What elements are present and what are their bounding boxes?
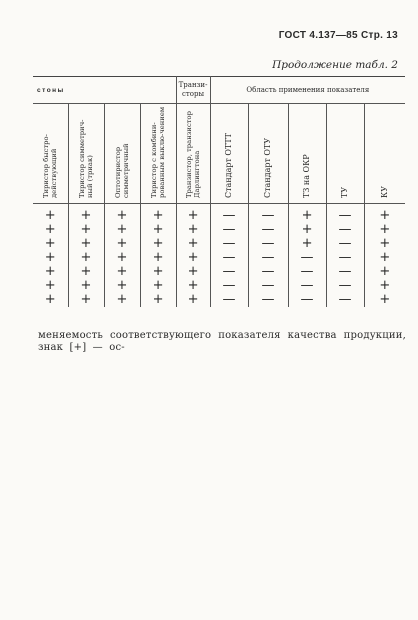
table-cell: + [176, 293, 210, 307]
table-cell: + [288, 204, 326, 224]
table-cell: + [68, 293, 104, 307]
table-cell: — [248, 251, 288, 265]
table-cell: + [176, 279, 210, 293]
table-cell: + [364, 279, 405, 293]
group-header-transistors: Транзи-сторы [176, 77, 210, 104]
table-cell: + [68, 204, 104, 224]
table-cell: + [44, 250, 56, 265]
quality-indicators-table [33, 76, 405, 320]
table-cell: + [104, 237, 140, 251]
table-cell: + [68, 265, 104, 279]
table-cell: — [326, 223, 364, 237]
table-cell: — [210, 251, 248, 265]
table-cell: — [248, 237, 288, 251]
column-header: Стандарт ОТТТ [210, 104, 248, 204]
table-cell: — [288, 279, 326, 293]
table-cell: + [364, 265, 405, 279]
table-cell: — [210, 293, 248, 307]
table-cell: + [140, 237, 176, 251]
table-cell: + [44, 208, 56, 223]
column-header: Стандарт ОТУ [248, 104, 288, 204]
table-cell: + [44, 264, 56, 279]
table-cell: — [326, 293, 364, 307]
table-cell: — [326, 204, 364, 224]
column-header: ТЗ на ОКР [288, 104, 326, 204]
table-cell: + [364, 223, 405, 237]
table-row [33, 265, 405, 279]
table-cell: + [104, 293, 140, 307]
table-cell: + [68, 237, 104, 251]
column-header: Тиристор быстро-действующий [33, 104, 68, 204]
table-cell: — [248, 265, 288, 279]
page-header: ГОСТ 4.137—85 Стр. 13 [278, 30, 398, 41]
table-cell: + [364, 237, 405, 251]
table-cell: — [248, 293, 288, 307]
group-header-thyristors: стоны [33, 77, 176, 104]
table-cell: — [248, 223, 288, 237]
table-cell: — [210, 265, 248, 279]
table-cell: + [176, 251, 210, 265]
table-cell: — [210, 204, 248, 224]
table-continuation-caption: Продолжение табл. 2 [272, 59, 398, 71]
table-cell: + [288, 223, 326, 237]
table-cell: — [288, 251, 326, 265]
table-cell: + [44, 292, 56, 307]
table-cell: — [248, 204, 288, 224]
column-header: Оптотиристор симметричный [104, 104, 140, 204]
table-cell: — [210, 279, 248, 293]
table-cell: + [140, 265, 176, 279]
table-cell: + [176, 237, 210, 251]
table-cell: — [326, 279, 364, 293]
group-header-application-area: Область применения показателя [210, 77, 405, 104]
table-cell: + [140, 279, 176, 293]
footnote-text: меняемость соответствующего показателя качества продукции, знак [+] — ос- [38, 330, 406, 353]
column-header: Транзистор, транзистор Дарлингтона [176, 104, 210, 204]
table-cell: + [176, 204, 210, 224]
table-cell: + [68, 251, 104, 265]
table-cell: — [326, 251, 364, 265]
table-cell: + [68, 279, 104, 293]
column-header: Тиристор симметрич-ный (триак) [68, 104, 104, 204]
table-cell: + [140, 293, 176, 307]
column-header: Тиристор с комбини-рованным выклю-чением [140, 104, 176, 204]
column-header: КУ [364, 104, 405, 204]
table-cell: + [44, 278, 56, 293]
table-cell: + [104, 251, 140, 265]
table-cell: + [104, 265, 140, 279]
table-row [33, 279, 405, 293]
table-cell: — [288, 293, 326, 307]
table-cell: + [104, 204, 140, 224]
table-cell: + [104, 279, 140, 293]
table-cell: — [210, 237, 248, 251]
table-cell: + [176, 223, 210, 237]
table-cell: — [288, 265, 326, 279]
table-cell: — [326, 265, 364, 279]
table-cell: + [44, 222, 56, 237]
table-cell: + [140, 204, 176, 224]
table-cell: + [364, 204, 405, 224]
table-cell: + [44, 236, 56, 251]
table-cell: + [140, 251, 176, 265]
column-header: ТУ [326, 104, 364, 204]
table-cell: + [140, 223, 176, 237]
table-cell: + [364, 251, 405, 265]
table-cell: + [68, 223, 104, 237]
table-row [33, 251, 405, 265]
table-cell: + [104, 223, 140, 237]
table-row [33, 223, 405, 237]
table-cell: — [248, 279, 288, 293]
table-row [33, 293, 405, 307]
table-cell: + [176, 265, 210, 279]
table-cell: — [210, 223, 248, 237]
table-row [33, 237, 405, 251]
table-cell: — [326, 237, 364, 251]
table-row [33, 204, 405, 224]
table-cell: + [364, 293, 405, 307]
table-cell: + [288, 237, 326, 251]
